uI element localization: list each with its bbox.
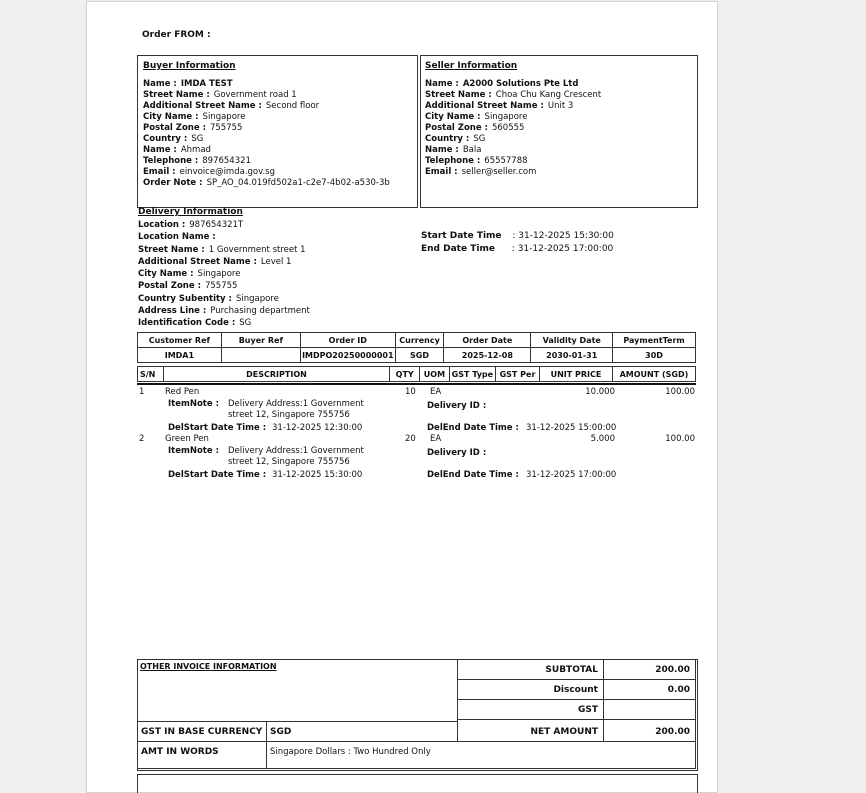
item-del-end-label: DelEnd Date Time : — [427, 470, 519, 480]
order-header-col-4: Order Date — [444, 333, 531, 348]
items-header-col-6: UNIT PRICE — [540, 367, 613, 382]
field-label: Name : — [143, 79, 177, 89]
item-del-start-value: 31-12-2025 12:30:00 — [272, 423, 363, 433]
seller-heading: Seller Information — [425, 61, 518, 71]
item-amount: 100.00 — [665, 387, 695, 397]
item-del-end-label: DelEnd Date Time : — [427, 423, 519, 433]
field-label: Country : — [425, 134, 470, 144]
delivery-field-label: Postal Zone : — [138, 281, 201, 292]
items-header-divider — [137, 383, 696, 385]
field-row — [143, 112, 390, 123]
field-row — [425, 134, 601, 145]
item-sn: 2 — [139, 434, 145, 444]
field-label: Name : — [425, 79, 459, 89]
delivery-field-label: Street Name : — [138, 244, 205, 255]
items-header-col-0: S/N — [138, 367, 164, 382]
field-value: Second floor — [265, 101, 320, 111]
delivery-field-label: Address Line : — [138, 306, 207, 317]
field-label: Telephone : — [143, 156, 199, 166]
order-header-col-1: Buyer Ref — [221, 333, 300, 348]
order-header-val-1 — [221, 348, 300, 363]
field-row — [425, 101, 601, 112]
document-page — [86, 1, 718, 793]
delivery-field-value: Level 1 — [260, 256, 292, 267]
delivery-field-row — [138, 231, 310, 243]
item-del-start-value: 31-12-2025 15:30:00 — [272, 470, 363, 480]
field-row — [425, 156, 601, 167]
field-label: Email : — [143, 167, 176, 177]
delivery-field-label: Country Subentity : — [138, 293, 232, 304]
item-uom: EA — [430, 387, 442, 397]
item-amount: 100.00 — [665, 434, 695, 444]
items-header-col-7: AMOUNT (SGD) — [612, 367, 695, 382]
order-header-values — [138, 348, 696, 363]
item-note-line2: street 12, Singapore 755756 — [228, 457, 350, 467]
order-header-col-3: Currency — [395, 333, 444, 348]
field-label: City Name : — [143, 112, 199, 122]
field-label: Name : — [425, 145, 459, 155]
delivery-field-label: Additional Street Name : — [138, 256, 257, 267]
field-value: seller@seller.com — [461, 167, 537, 177]
field-value: 560555 — [491, 123, 525, 133]
order-header-col-5: Validity Date — [531, 333, 613, 348]
order-header-val-3: SGD — [395, 348, 444, 363]
gst-value-cell — [603, 699, 696, 720]
delivery-field-label: Identification Code : — [138, 318, 236, 329]
item-qty: 20 — [405, 434, 416, 444]
field-row — [143, 123, 390, 134]
field-row — [143, 79, 390, 90]
end-date-time: End Date Time : 31-12-2025 17:00:00 — [421, 244, 614, 254]
field-label: Postal Zone : — [425, 123, 488, 133]
item-note-label: ItemNote : — [168, 399, 219, 409]
field-value: Ahmad — [180, 145, 211, 155]
discount-label-cell: Discount — [457, 679, 604, 700]
items-header-col-4: GST Type — [449, 367, 495, 382]
order-header-val-0: IMDA1 — [138, 348, 222, 363]
delivery-field-row — [138, 317, 310, 329]
field-label: Name : — [143, 145, 177, 155]
field-label: Additional Street Name : — [143, 101, 262, 111]
order-header-val-5: 2030-01-31 — [531, 348, 613, 363]
field-label: Street Name : — [143, 90, 210, 100]
delivery-field-value: 1 Government street 1 — [208, 244, 306, 255]
field-value: 897654321 — [202, 156, 251, 166]
order-header-columns — [138, 333, 696, 348]
delivery-field-row — [138, 219, 310, 231]
delivery-field-value: 987654321T — [189, 220, 244, 230]
item-note-line2: street 12, Singapore 755756 — [228, 410, 350, 420]
buyer-heading: Buyer Information — [143, 61, 236, 71]
start-date-time: Start Date Time : 31-12-2025 15:30:00 — [421, 231, 614, 241]
item-description: Green Pen — [165, 434, 209, 444]
delivery-field-label: City Name : — [138, 269, 194, 280]
field-value: Choa Chu Kang Crescent — [495, 90, 602, 100]
field-value: 755755 — [209, 123, 243, 133]
field-label: Order Note : — [143, 178, 203, 188]
delivery-field-row — [138, 268, 310, 280]
field-value: A2000 Solutions Pte Ltd — [462, 79, 579, 89]
delivery-fields — [138, 219, 310, 330]
field-row — [425, 167, 601, 178]
delivery-field-label: Location Name : — [138, 232, 216, 243]
field-row — [143, 145, 390, 156]
items-header-table — [137, 366, 696, 382]
footer-box — [137, 774, 698, 793]
buyer-fields — [143, 79, 390, 189]
delivery-heading: Delivery Information — [138, 207, 243, 217]
order-header-col-6: PaymentTerm — [613, 333, 696, 348]
amt-in-words-value-cell: Singapore Dollars : Two Hundred Only — [266, 741, 696, 769]
item-del-start-label: DelStart Date Time : — [168, 470, 267, 480]
delivery-field-row — [138, 256, 310, 268]
delivery-field-value: Purchasing department — [210, 306, 310, 317]
gst-label-cell: GST — [457, 699, 604, 720]
field-label: Postal Zone : — [143, 123, 206, 133]
item-description: Red Pen — [165, 387, 200, 397]
item-note-line1: Delivery Address:1 Government — [228, 446, 364, 456]
item-note-label: ItemNote : — [168, 446, 219, 456]
delivery-field-row — [138, 305, 310, 317]
field-row — [143, 156, 390, 167]
field-value: Singapore — [202, 112, 246, 122]
item-del-end-value: 31-12-2025 17:00:00 — [526, 470, 617, 480]
field-value: einvoice@imda.gov.sg — [179, 167, 276, 177]
buyer-info-box — [137, 55, 418, 208]
net-amount-value-cell: 200.00 — [603, 719, 696, 742]
items-header-row — [138, 367, 696, 382]
item-del-end-value: 31-12-2025 15:00:00 — [526, 423, 617, 433]
order-header-col-2: Order ID — [300, 333, 395, 348]
field-label: Street Name : — [425, 90, 492, 100]
item-note-line1: Delivery Address:1 Government — [228, 399, 364, 409]
item-unit-price: 10.000 — [585, 387, 615, 397]
item-del-start-label: DelStart Date Time : — [168, 423, 267, 433]
field-value: SG — [191, 134, 204, 144]
order-header-val-4: 2025-12-08 — [444, 348, 531, 363]
field-value: IMDA TEST — [180, 79, 233, 89]
delivery-field-row — [138, 293, 310, 305]
field-row — [425, 79, 601, 90]
items-header-col-5: GST Per — [495, 367, 539, 382]
order-header-val-6: 30D — [613, 348, 696, 363]
field-row — [143, 134, 390, 145]
delivery-field-label: Location : — [138, 220, 186, 230]
item-sn: 1 — [139, 387, 145, 397]
field-value: Singapore — [484, 112, 528, 122]
order-header-val-2: IMDPO20250000001 — [300, 348, 395, 363]
order-header-col-0: Customer Ref — [138, 333, 222, 348]
order-header-table — [137, 332, 696, 363]
field-label: City Name : — [425, 112, 481, 122]
item-delivery-id-label: Delivery ID : — [427, 448, 487, 458]
field-row — [425, 123, 601, 134]
field-row — [143, 101, 390, 112]
delivery-field-value: Singapore — [197, 269, 241, 280]
field-value: Unit 3 — [547, 101, 574, 111]
item-qty: 10 — [405, 387, 416, 397]
item-unit-price: 5.000 — [590, 434, 615, 444]
field-row — [425, 145, 601, 156]
subtotal-label-cell: SUBTOTAL — [457, 659, 604, 680]
field-row — [425, 112, 601, 123]
gst-base-label-cell: GST IN BASE CURRENCY — [137, 721, 267, 742]
field-row — [143, 90, 390, 101]
field-row — [143, 178, 390, 189]
delivery-field-value: 755755 — [204, 281, 238, 292]
seller-info-box — [420, 55, 698, 208]
field-value: SG — [473, 134, 486, 144]
discount-value-cell: 0.00 — [603, 679, 696, 700]
items-header-col-3: UOM — [420, 367, 450, 382]
delivery-field-value: Singapore — [235, 293, 279, 304]
other-invoice-info-label: OTHER INVOICE INFORMATION — [140, 662, 277, 671]
item-uom: EA — [430, 434, 442, 444]
field-row — [143, 167, 390, 178]
delivery-field-row — [138, 244, 310, 256]
field-value: SP_AO_04.019fd502a1-c2e7-4b02-a530-3b — [206, 178, 390, 188]
field-row — [425, 90, 601, 101]
items-header-col-2: QTY — [390, 367, 420, 382]
field-label: Country : — [143, 134, 188, 144]
order-from-label: Order FROM : — [142, 30, 211, 40]
subtotal-value-cell: 200.00 — [603, 659, 696, 680]
field-label: Additional Street Name : — [425, 101, 544, 111]
field-value: 65557788 — [484, 156, 528, 166]
field-label: Email : — [425, 167, 458, 177]
delivery-field-value: SG — [239, 318, 252, 329]
item-delivery-id-label: Delivery ID : — [427, 401, 487, 411]
amt-in-words-label-cell: AMT IN WORDS — [137, 741, 267, 769]
items-header-col-1: DESCRIPTION — [163, 367, 390, 382]
net-amount-label-cell: NET AMOUNT — [457, 719, 604, 742]
field-value: Government road 1 — [213, 90, 297, 100]
delivery-field-row — [138, 280, 310, 292]
field-value: Bala — [462, 145, 482, 155]
gst-base-value-cell: SGD — [266, 721, 458, 742]
field-label: Telephone : — [425, 156, 481, 166]
seller-fields — [425, 79, 601, 178]
